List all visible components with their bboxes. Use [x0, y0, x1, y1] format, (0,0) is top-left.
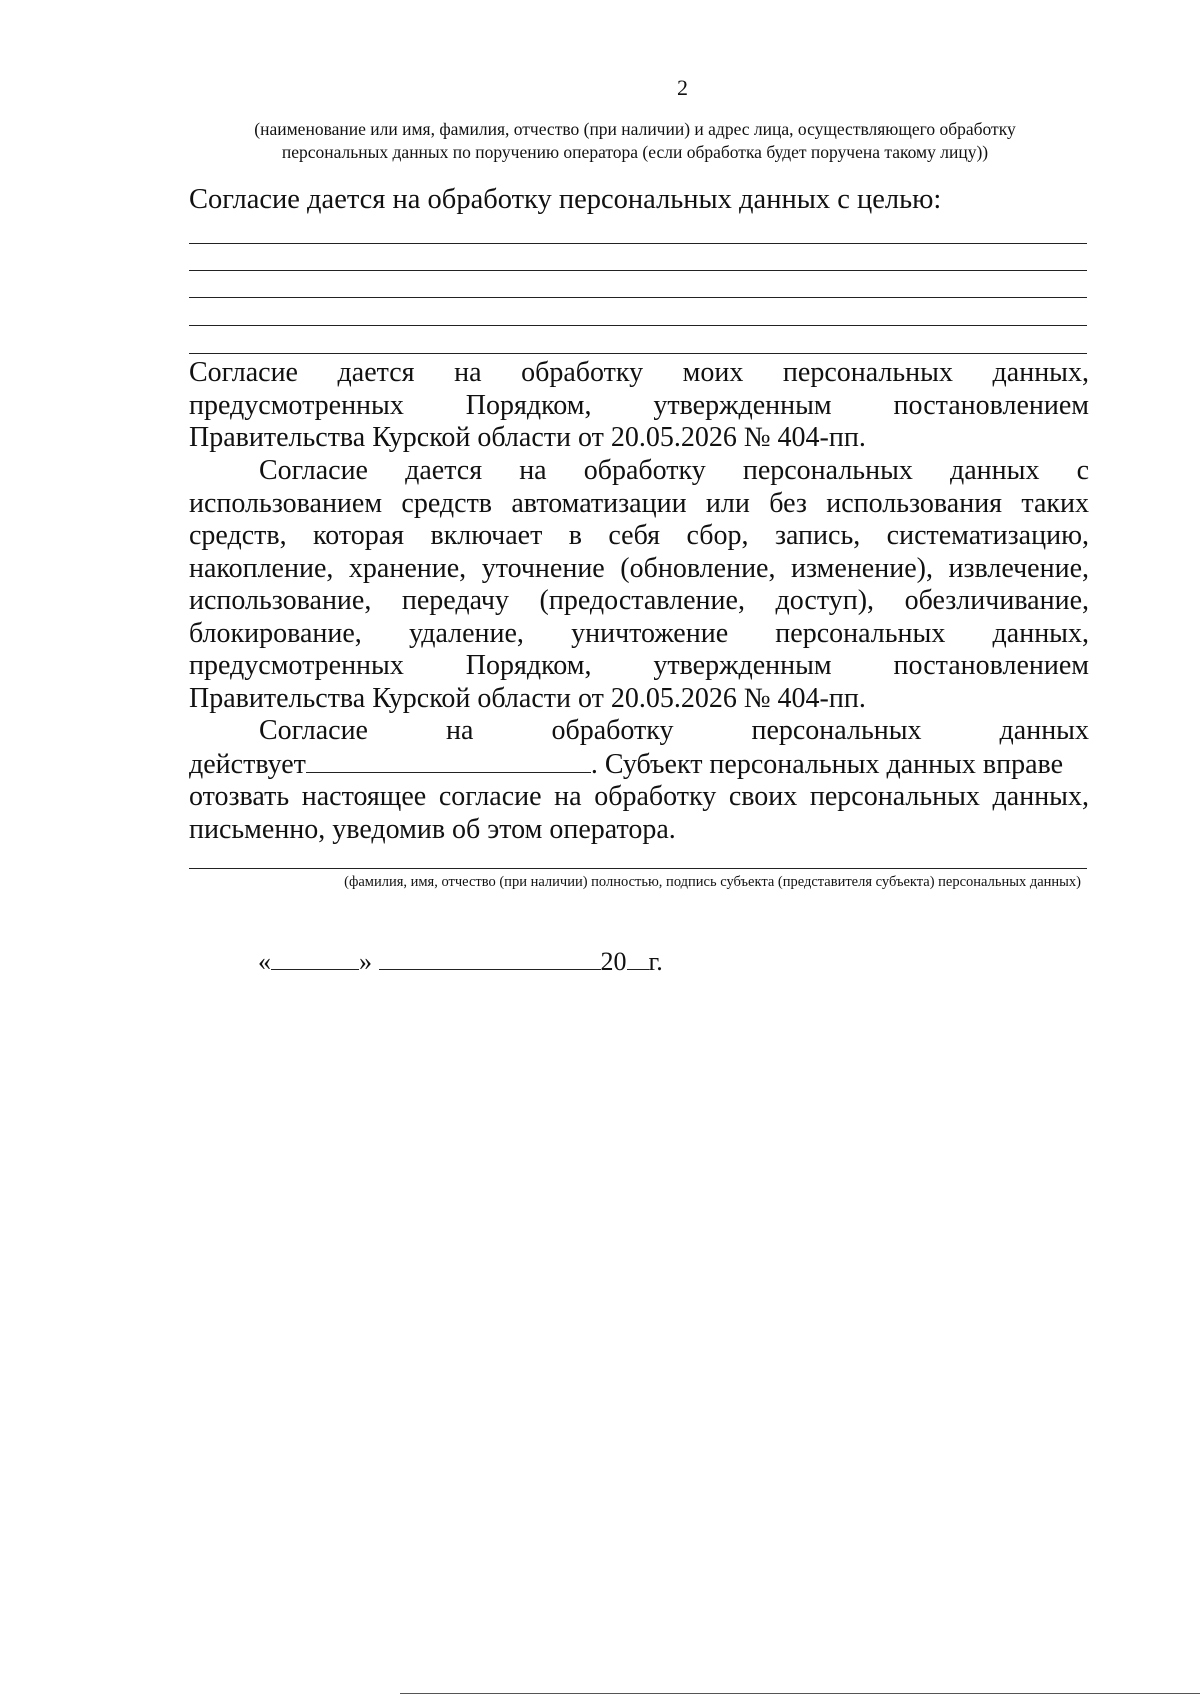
processing-line-5: использование, передачу (предоставление, доступ), обезличивание, [189, 585, 1089, 616]
validity-line-2 [189, 748, 1089, 782]
validity-period-blank[interactable] [306, 748, 591, 773]
processing-line-4: накопление, хранение, уточнение (обновление, изменение), извлечение, [189, 552, 1089, 584]
signature-caption: (фамилия, имя, отчество (при наличии) полностью, подпись субъекта (представителя субъекта) персональных данных) [344, 874, 1081, 890]
validity-line-4: письменно, уведомив об этом оператора. [189, 813, 676, 845]
operator-hint-line-2: персональных данных по поручению оператора (если обработка будет поручена такому лицу)) [281, 142, 989, 162]
consent-scope-line-2: предусмотренных Порядком, утвержденным постановлением [189, 389, 1089, 421]
processing-line-1: Согласие дается на обработку персональных данных с [259, 455, 1089, 486]
purpose-blank-line-3 [189, 297, 1087, 298]
consent-scope-paragraph [189, 357, 1089, 455]
date-row [258, 946, 663, 978]
purpose-blank-line-1 [189, 243, 1087, 244]
validity-line-1: Согласие на обработку персональных данных [259, 715, 1089, 746]
date-year-blank[interactable] [627, 947, 649, 970]
date-year-prefix: 20 [600, 947, 627, 976]
purpose-blank-line-5 [189, 353, 1087, 354]
validity-paragraph [189, 715, 1089, 846]
consent-scope-line-1: Согласие дается на обработку моих персональных данных, [189, 357, 1089, 388]
purpose-heading: Согласие дается на обработку персональных данных с целью: [189, 184, 942, 215]
date-month-blank[interactable] [379, 947, 601, 970]
signature-line[interactable] [189, 868, 1087, 869]
operator-hint-line-1: (наименование или имя, фамилия, отчество (при наличии) и адрес лица, осуществляющего обработку [254, 119, 1016, 139]
validity-acts-word: действует [189, 748, 306, 780]
processing-line-8: Правительства Курской области от 20.05.2026 № 404-пп. [189, 682, 866, 714]
validity-line-3: отозвать настоящее согласие на обработку своих персональных данных, [189, 781, 1089, 812]
processing-line-2: использованием средств автоматизации или без использования таких [189, 487, 1089, 519]
purpose-blank-line-4 [189, 325, 1087, 326]
page-number: 2 [677, 75, 688, 100]
processing-methods-paragraph [189, 455, 1089, 715]
date-day-blank[interactable] [271, 947, 359, 970]
processing-line-3: средств, которая включает в себя сбор, запись, систематизацию, [189, 520, 1089, 551]
date-year-suffix: г. [648, 947, 663, 976]
validity-revoke-text: . Субъект персональных данных вправе [590, 748, 1064, 780]
processing-line-6: блокирование, удаление, уничтожение персональных данных, [189, 617, 1089, 649]
operator-hint [225, 118, 1045, 164]
date-close-quote: » [359, 947, 372, 976]
processing-line-7: предусмотренных Порядком, утвержденным постановлением [189, 650, 1089, 681]
scan-bottom-edge [400, 1693, 1200, 1694]
purpose-blank-line-2 [189, 270, 1087, 271]
consent-scope-line-3: Правительства Курской области от 20.05.2026 № 404-пп. [189, 422, 866, 453]
date-open-quote: « [258, 947, 271, 976]
